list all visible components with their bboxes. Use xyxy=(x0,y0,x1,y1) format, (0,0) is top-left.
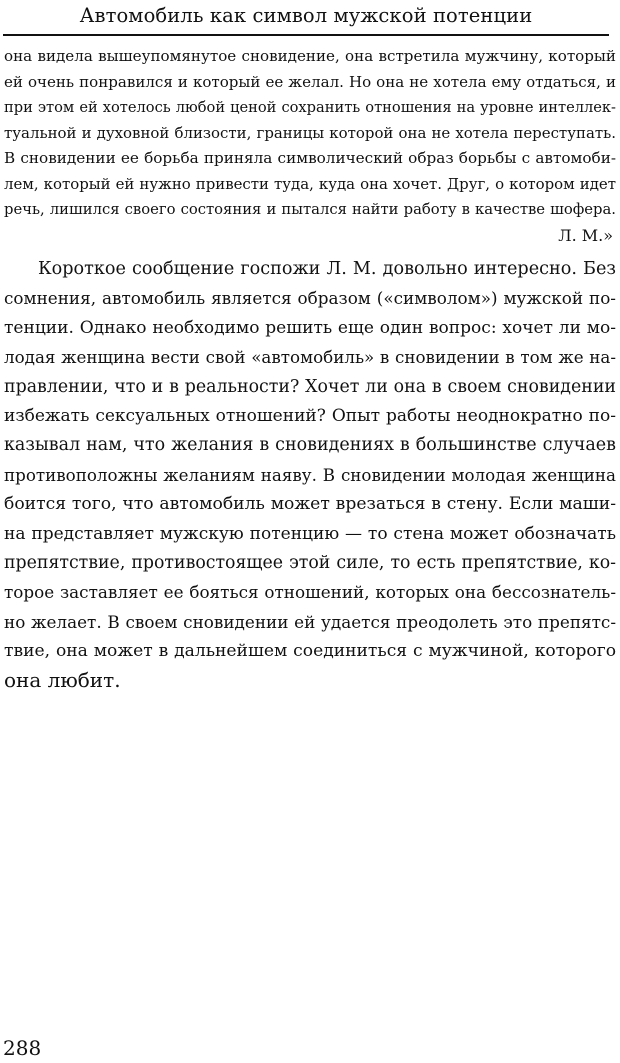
body-line: лодая женщина вести свой «автомобиль» в сновидении в том же на- xyxy=(4,347,616,368)
quote-line: лем, который ей нужно привести туда, куда она хочет. Друг, о котором идет xyxy=(4,174,616,193)
page-number: 288 xyxy=(3,1036,42,1060)
body-line: Короткое сообщение госпожи Л. М. довольно интересно. Без xyxy=(38,259,616,279)
commentary-paragraph xyxy=(4,255,616,696)
quote-signature: Л. М.» xyxy=(558,225,613,245)
quote-line: при этом ей хотелось любой ценой сохранить отношения на уровне интеллек- xyxy=(4,99,616,116)
body-line: противоположны желаниям наяву. В сновидении молодая женщина xyxy=(4,464,616,485)
body-line: боится того, что автомобиль может врезаться в стену. Если маши- xyxy=(4,494,616,515)
quoted-letter xyxy=(4,44,616,248)
body-line: тенции. Однако необходимо решить еще один вопрос: хочет ли мо- xyxy=(4,317,616,338)
body-line: на представляет мужскую потенцию — то стена может обозначать xyxy=(4,523,616,544)
body-line: она любит. xyxy=(4,668,121,693)
quote-line: речь, лишился своего состояния и пытался найти работу в качестве шофера. xyxy=(4,201,616,218)
quote-line: ей очень понравился и который ее желал. Но она не хотела ему отдаться, и xyxy=(4,72,616,91)
body-line: избежать сексуальных отношений? Опыт работы неоднократно по- xyxy=(4,405,616,426)
body-line: но желает. В своем сновидении ей удается преодолеть это препятс- xyxy=(4,611,616,632)
running-title: Автомобиль как символ мужской потенции xyxy=(79,4,533,27)
quote-line: туальной и духовной близости, границы которой она не хотела переступать. xyxy=(4,123,616,142)
body-line: правлении, что и в реальности? Хочет ли она в своем сновидении xyxy=(4,376,616,397)
body-line: препятствие, противостоящее этой силе, то есть препятствие, ко- xyxy=(4,552,616,573)
body-line: торое заставляет ее бояться отношений, которых она бессознатель- xyxy=(4,582,616,603)
quote-line: В сновидении ее борьба приняла символический образ борьбы с автомоби- xyxy=(4,149,616,167)
body-line: сомнения, автомобиль является образом («символом») мужской по- xyxy=(4,288,616,309)
header-rule xyxy=(3,34,609,36)
quote-line: она видела вышеупомянутое сновидение, она встретила мужчину, который xyxy=(4,47,616,65)
body-line: казывал нам, что желания в сновидениях в большинстве случаев xyxy=(4,435,616,456)
body-line: твие, она может в дальнейшем соединиться с мужчиной, которого xyxy=(4,641,616,662)
